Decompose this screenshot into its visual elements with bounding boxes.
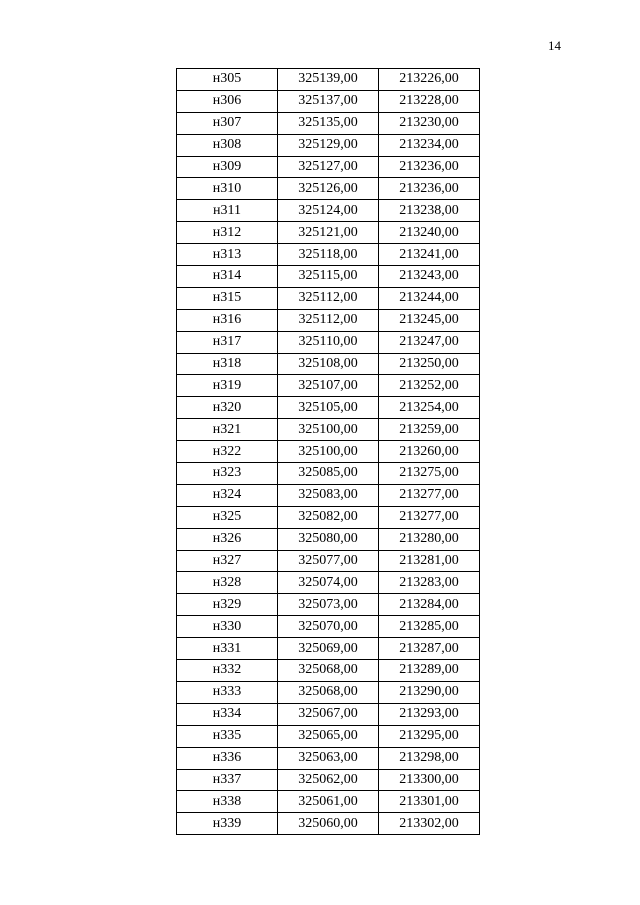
y-coordinate-cell: 213301,00 bbox=[379, 791, 480, 813]
point-name-cell: н332 bbox=[177, 660, 278, 682]
x-coordinate-cell: 325129,00 bbox=[278, 134, 379, 156]
y-coordinate-cell: 213238,00 bbox=[379, 200, 480, 222]
x-coordinate-cell: 325112,00 bbox=[278, 309, 379, 331]
point-name-cell: н322 bbox=[177, 441, 278, 463]
x-coordinate-cell: 325067,00 bbox=[278, 703, 379, 725]
table-row bbox=[177, 309, 480, 331]
y-coordinate-cell: 213228,00 bbox=[379, 90, 480, 112]
table-row bbox=[177, 484, 480, 506]
table-row bbox=[177, 69, 480, 91]
point-name-cell: н313 bbox=[177, 244, 278, 266]
x-coordinate-cell: 325083,00 bbox=[278, 484, 379, 506]
table-row bbox=[177, 112, 480, 134]
x-coordinate-cell: 325118,00 bbox=[278, 244, 379, 266]
point-name-cell: н325 bbox=[177, 506, 278, 528]
table-row bbox=[177, 397, 480, 419]
table-row bbox=[177, 200, 480, 222]
x-coordinate-cell: 325139,00 bbox=[278, 69, 379, 91]
y-coordinate-cell: 213280,00 bbox=[379, 528, 480, 550]
y-coordinate-cell: 213250,00 bbox=[379, 353, 480, 375]
x-coordinate-cell: 325112,00 bbox=[278, 287, 379, 309]
x-coordinate-cell: 325127,00 bbox=[278, 156, 379, 178]
point-name-cell: н327 bbox=[177, 550, 278, 572]
point-name-cell: н312 bbox=[177, 222, 278, 244]
x-coordinate-cell: 325077,00 bbox=[278, 550, 379, 572]
table-row bbox=[177, 419, 480, 441]
table-row bbox=[177, 506, 480, 528]
table-row bbox=[177, 703, 480, 725]
table-row bbox=[177, 638, 480, 660]
table-row bbox=[177, 287, 480, 309]
x-coordinate-cell: 325137,00 bbox=[278, 90, 379, 112]
point-name-cell: н326 bbox=[177, 528, 278, 550]
y-coordinate-cell: 213241,00 bbox=[379, 244, 480, 266]
table-row bbox=[177, 594, 480, 616]
point-name-cell: н338 bbox=[177, 791, 278, 813]
x-coordinate-cell: 325105,00 bbox=[278, 397, 379, 419]
y-coordinate-cell: 213277,00 bbox=[379, 506, 480, 528]
y-coordinate-cell: 213230,00 bbox=[379, 112, 480, 134]
x-coordinate-cell: 325100,00 bbox=[278, 441, 379, 463]
point-name-cell: н318 bbox=[177, 353, 278, 375]
table-row bbox=[177, 528, 480, 550]
y-coordinate-cell: 213244,00 bbox=[379, 287, 480, 309]
y-coordinate-cell: 213234,00 bbox=[379, 134, 480, 156]
point-name-cell: н337 bbox=[177, 769, 278, 791]
y-coordinate-cell: 213252,00 bbox=[379, 375, 480, 397]
table-row bbox=[177, 747, 480, 769]
x-coordinate-cell: 325069,00 bbox=[278, 638, 379, 660]
y-coordinate-cell: 213236,00 bbox=[379, 156, 480, 178]
y-coordinate-cell: 213281,00 bbox=[379, 550, 480, 572]
point-name-cell: н329 bbox=[177, 594, 278, 616]
table-row bbox=[177, 353, 480, 375]
point-name-cell: н328 bbox=[177, 572, 278, 594]
y-coordinate-cell: 213295,00 bbox=[379, 725, 480, 747]
y-coordinate-cell: 213260,00 bbox=[379, 441, 480, 463]
x-coordinate-cell: 325080,00 bbox=[278, 528, 379, 550]
point-name-cell: н317 bbox=[177, 331, 278, 353]
table-row bbox=[177, 178, 480, 200]
x-coordinate-cell: 325110,00 bbox=[278, 331, 379, 353]
x-coordinate-cell: 325068,00 bbox=[278, 681, 379, 703]
table-row bbox=[177, 156, 480, 178]
table-row bbox=[177, 266, 480, 288]
point-name-cell: н321 bbox=[177, 419, 278, 441]
y-coordinate-cell: 213277,00 bbox=[379, 484, 480, 506]
x-coordinate-cell: 325070,00 bbox=[278, 616, 379, 638]
table-row bbox=[177, 90, 480, 112]
y-coordinate-cell: 213289,00 bbox=[379, 660, 480, 682]
x-coordinate-cell: 325108,00 bbox=[278, 353, 379, 375]
y-coordinate-cell: 213226,00 bbox=[379, 69, 480, 91]
point-name-cell: н324 bbox=[177, 484, 278, 506]
x-coordinate-cell: 325082,00 bbox=[278, 506, 379, 528]
x-coordinate-cell: 325068,00 bbox=[278, 660, 379, 682]
y-coordinate-cell: 213283,00 bbox=[379, 572, 480, 594]
point-name-cell: н334 bbox=[177, 703, 278, 725]
x-coordinate-cell: 325074,00 bbox=[278, 572, 379, 594]
x-coordinate-cell: 325065,00 bbox=[278, 725, 379, 747]
table-row bbox=[177, 769, 480, 791]
point-name-cell: н316 bbox=[177, 309, 278, 331]
x-coordinate-cell: 325062,00 bbox=[278, 769, 379, 791]
table-row bbox=[177, 331, 480, 353]
table-row bbox=[177, 813, 480, 835]
point-name-cell: н311 bbox=[177, 200, 278, 222]
y-coordinate-cell: 213254,00 bbox=[379, 397, 480, 419]
table-row bbox=[177, 463, 480, 485]
table-row bbox=[177, 550, 480, 572]
y-coordinate-cell: 213284,00 bbox=[379, 594, 480, 616]
x-coordinate-cell: 325060,00 bbox=[278, 813, 379, 835]
y-coordinate-cell: 213275,00 bbox=[379, 463, 480, 485]
y-coordinate-cell: 213298,00 bbox=[379, 747, 480, 769]
x-coordinate-cell: 325107,00 bbox=[278, 375, 379, 397]
x-coordinate-cell: 325126,00 bbox=[278, 178, 379, 200]
table-row bbox=[177, 681, 480, 703]
point-name-cell: н331 bbox=[177, 638, 278, 660]
point-name-cell: н310 bbox=[177, 178, 278, 200]
point-name-cell: н308 bbox=[177, 134, 278, 156]
y-coordinate-cell: 213240,00 bbox=[379, 222, 480, 244]
table-row bbox=[177, 616, 480, 638]
table-row bbox=[177, 725, 480, 747]
x-coordinate-cell: 325073,00 bbox=[278, 594, 379, 616]
point-name-cell: н306 bbox=[177, 90, 278, 112]
table-row bbox=[177, 441, 480, 463]
x-coordinate-cell: 325063,00 bbox=[278, 747, 379, 769]
y-coordinate-cell: 213245,00 bbox=[379, 309, 480, 331]
point-name-cell: н307 bbox=[177, 112, 278, 134]
point-name-cell: н336 bbox=[177, 747, 278, 769]
y-coordinate-cell: 213259,00 bbox=[379, 419, 480, 441]
table-row bbox=[177, 660, 480, 682]
table-row bbox=[177, 572, 480, 594]
x-coordinate-cell: 325061,00 bbox=[278, 791, 379, 813]
table-row bbox=[177, 134, 480, 156]
x-coordinate-cell: 325121,00 bbox=[278, 222, 379, 244]
point-name-cell: н330 bbox=[177, 616, 278, 638]
point-name-cell: н323 bbox=[177, 463, 278, 485]
coordinates-table bbox=[176, 68, 480, 835]
table-row bbox=[177, 222, 480, 244]
y-coordinate-cell: 213243,00 bbox=[379, 266, 480, 288]
y-coordinate-cell: 213302,00 bbox=[379, 813, 480, 835]
point-name-cell: н309 bbox=[177, 156, 278, 178]
point-name-cell: н335 bbox=[177, 725, 278, 747]
point-name-cell: н339 bbox=[177, 813, 278, 835]
x-coordinate-cell: 325124,00 bbox=[278, 200, 379, 222]
point-name-cell: н320 bbox=[177, 397, 278, 419]
page-number: 14 bbox=[548, 38, 561, 53]
x-coordinate-cell: 325115,00 bbox=[278, 266, 379, 288]
y-coordinate-cell: 213300,00 bbox=[379, 769, 480, 791]
point-name-cell: н314 bbox=[177, 266, 278, 288]
point-name-cell: н315 bbox=[177, 287, 278, 309]
y-coordinate-cell: 213236,00 bbox=[379, 178, 480, 200]
point-name-cell: н333 bbox=[177, 681, 278, 703]
point-name-cell: н319 bbox=[177, 375, 278, 397]
x-coordinate-cell: 325085,00 bbox=[278, 463, 379, 485]
point-name-cell: н305 bbox=[177, 69, 278, 91]
y-coordinate-cell: 213290,00 bbox=[379, 681, 480, 703]
y-coordinate-cell: 213287,00 bbox=[379, 638, 480, 660]
y-coordinate-cell: 213293,00 bbox=[379, 703, 480, 725]
y-coordinate-cell: 213247,00 bbox=[379, 331, 480, 353]
table-row bbox=[177, 375, 480, 397]
y-coordinate-cell: 213285,00 bbox=[379, 616, 480, 638]
x-coordinate-cell: 325135,00 bbox=[278, 112, 379, 134]
coordinates-table-body bbox=[177, 69, 480, 835]
x-coordinate-cell: 325100,00 bbox=[278, 419, 379, 441]
table-row bbox=[177, 791, 480, 813]
table-row bbox=[177, 244, 480, 266]
